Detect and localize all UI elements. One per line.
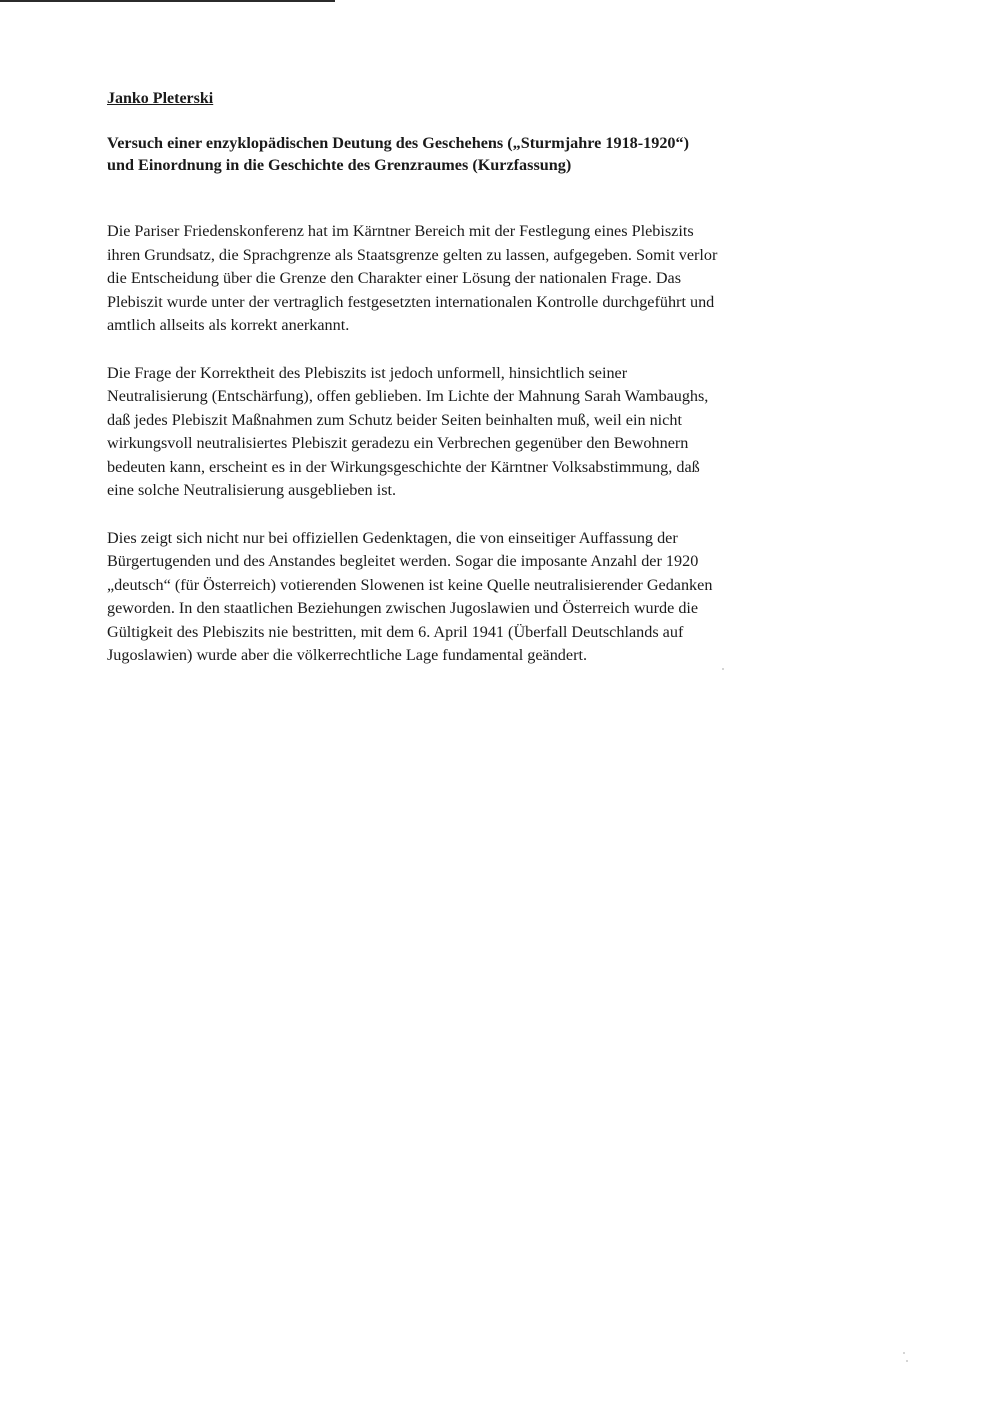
text-line: eine solche Neutralisierung ausgeblieben ist. [107,481,397,499]
document-page [107,88,877,692]
text-line: Dies zeigt sich nicht nur bei offiziellen Gedenktagen, die von einseitiger Auffassung der [107,528,678,547]
scan-speck [903,1352,905,1354]
text-line: amtlich allseits als korrekt anerkannt. [107,316,350,334]
paragraph-2 [107,362,877,503]
text-line: Neutralisierung (Entschärfung), offen geblieben. Im Lichte der Mahnung Sarah Wambaughs, [107,387,709,405]
text-line: die Entscheidung über die Grenze den Charakter einer Lösung der nationalen Frage. Das [107,269,681,287]
paragraph-1 [107,220,877,338]
text-line: bedeuten kann, erscheint es in der Wirkungsgeschichte der Kärntner Volksabstimmung, daß [107,457,700,476]
text-line: Die Pariser Friedenskonferenz hat im Kärntner Bereich mit der Festlegung eines Plebiszits [107,222,694,240]
scan-speck [906,1360,908,1362]
text-line: ihren Grundsatz, die Sprachgrenze als Staatsgrenze gelten zu lassen, aufgegeben. Somit verlor [107,245,718,264]
text-line: Plebiszit wurde unter der vertraglich festgesetzten internationalen Kontrolle durchgeführt und [107,292,715,311]
text-line: Jugoslawien) wurde aber die völkerrechtliche Lage fundamental geändert. [107,646,588,664]
paragraph-3 [107,527,877,668]
text-line: Die Frage der Korrektheit des Plebiszits ist jedoch unformell, hinsichtlich seiner [107,363,628,382]
title-line: Versuch einer enzyklopädischen Deutung des Geschehens („Sturmjahre 1918-1920“) [107,134,690,152]
title-line: und Einordnung in die Geschichte des Grenzraumes (Kurzfassung) [107,156,572,174]
scan-edge-line [0,0,335,2]
document-title [107,132,877,176]
text-line: daß jedes Plebiszit Maßnahmen zum Schutz beider Seiten beinhalten muß, weil ein nicht [107,410,682,429]
text-line: Gültigkeit des Plebiszits nie bestritten, mit dem 6. April 1941 (Überfall Deutschlands auf [107,622,684,641]
scan-speck [722,668,724,670]
author-name: Janko Pleterski [107,90,214,107]
text-line: „deutsch“ (für Österreich) votierenden Slowenen ist keine Quelle neutralisierender Gedanken [107,575,713,594]
text-line: wirkungsvoll neutralisiertes Plebiszit geradezu ein Verbrechen gegenüber den Bewohnern [107,434,689,452]
text-line: Bürgertugenden und des Anstandes begleitet werden. Sogar die imposante Anzahl der 1920 [107,552,699,570]
text-line: geworden. In den staatlichen Beziehungen zwischen Jugoslawien und Österreich wurde die [107,599,699,617]
